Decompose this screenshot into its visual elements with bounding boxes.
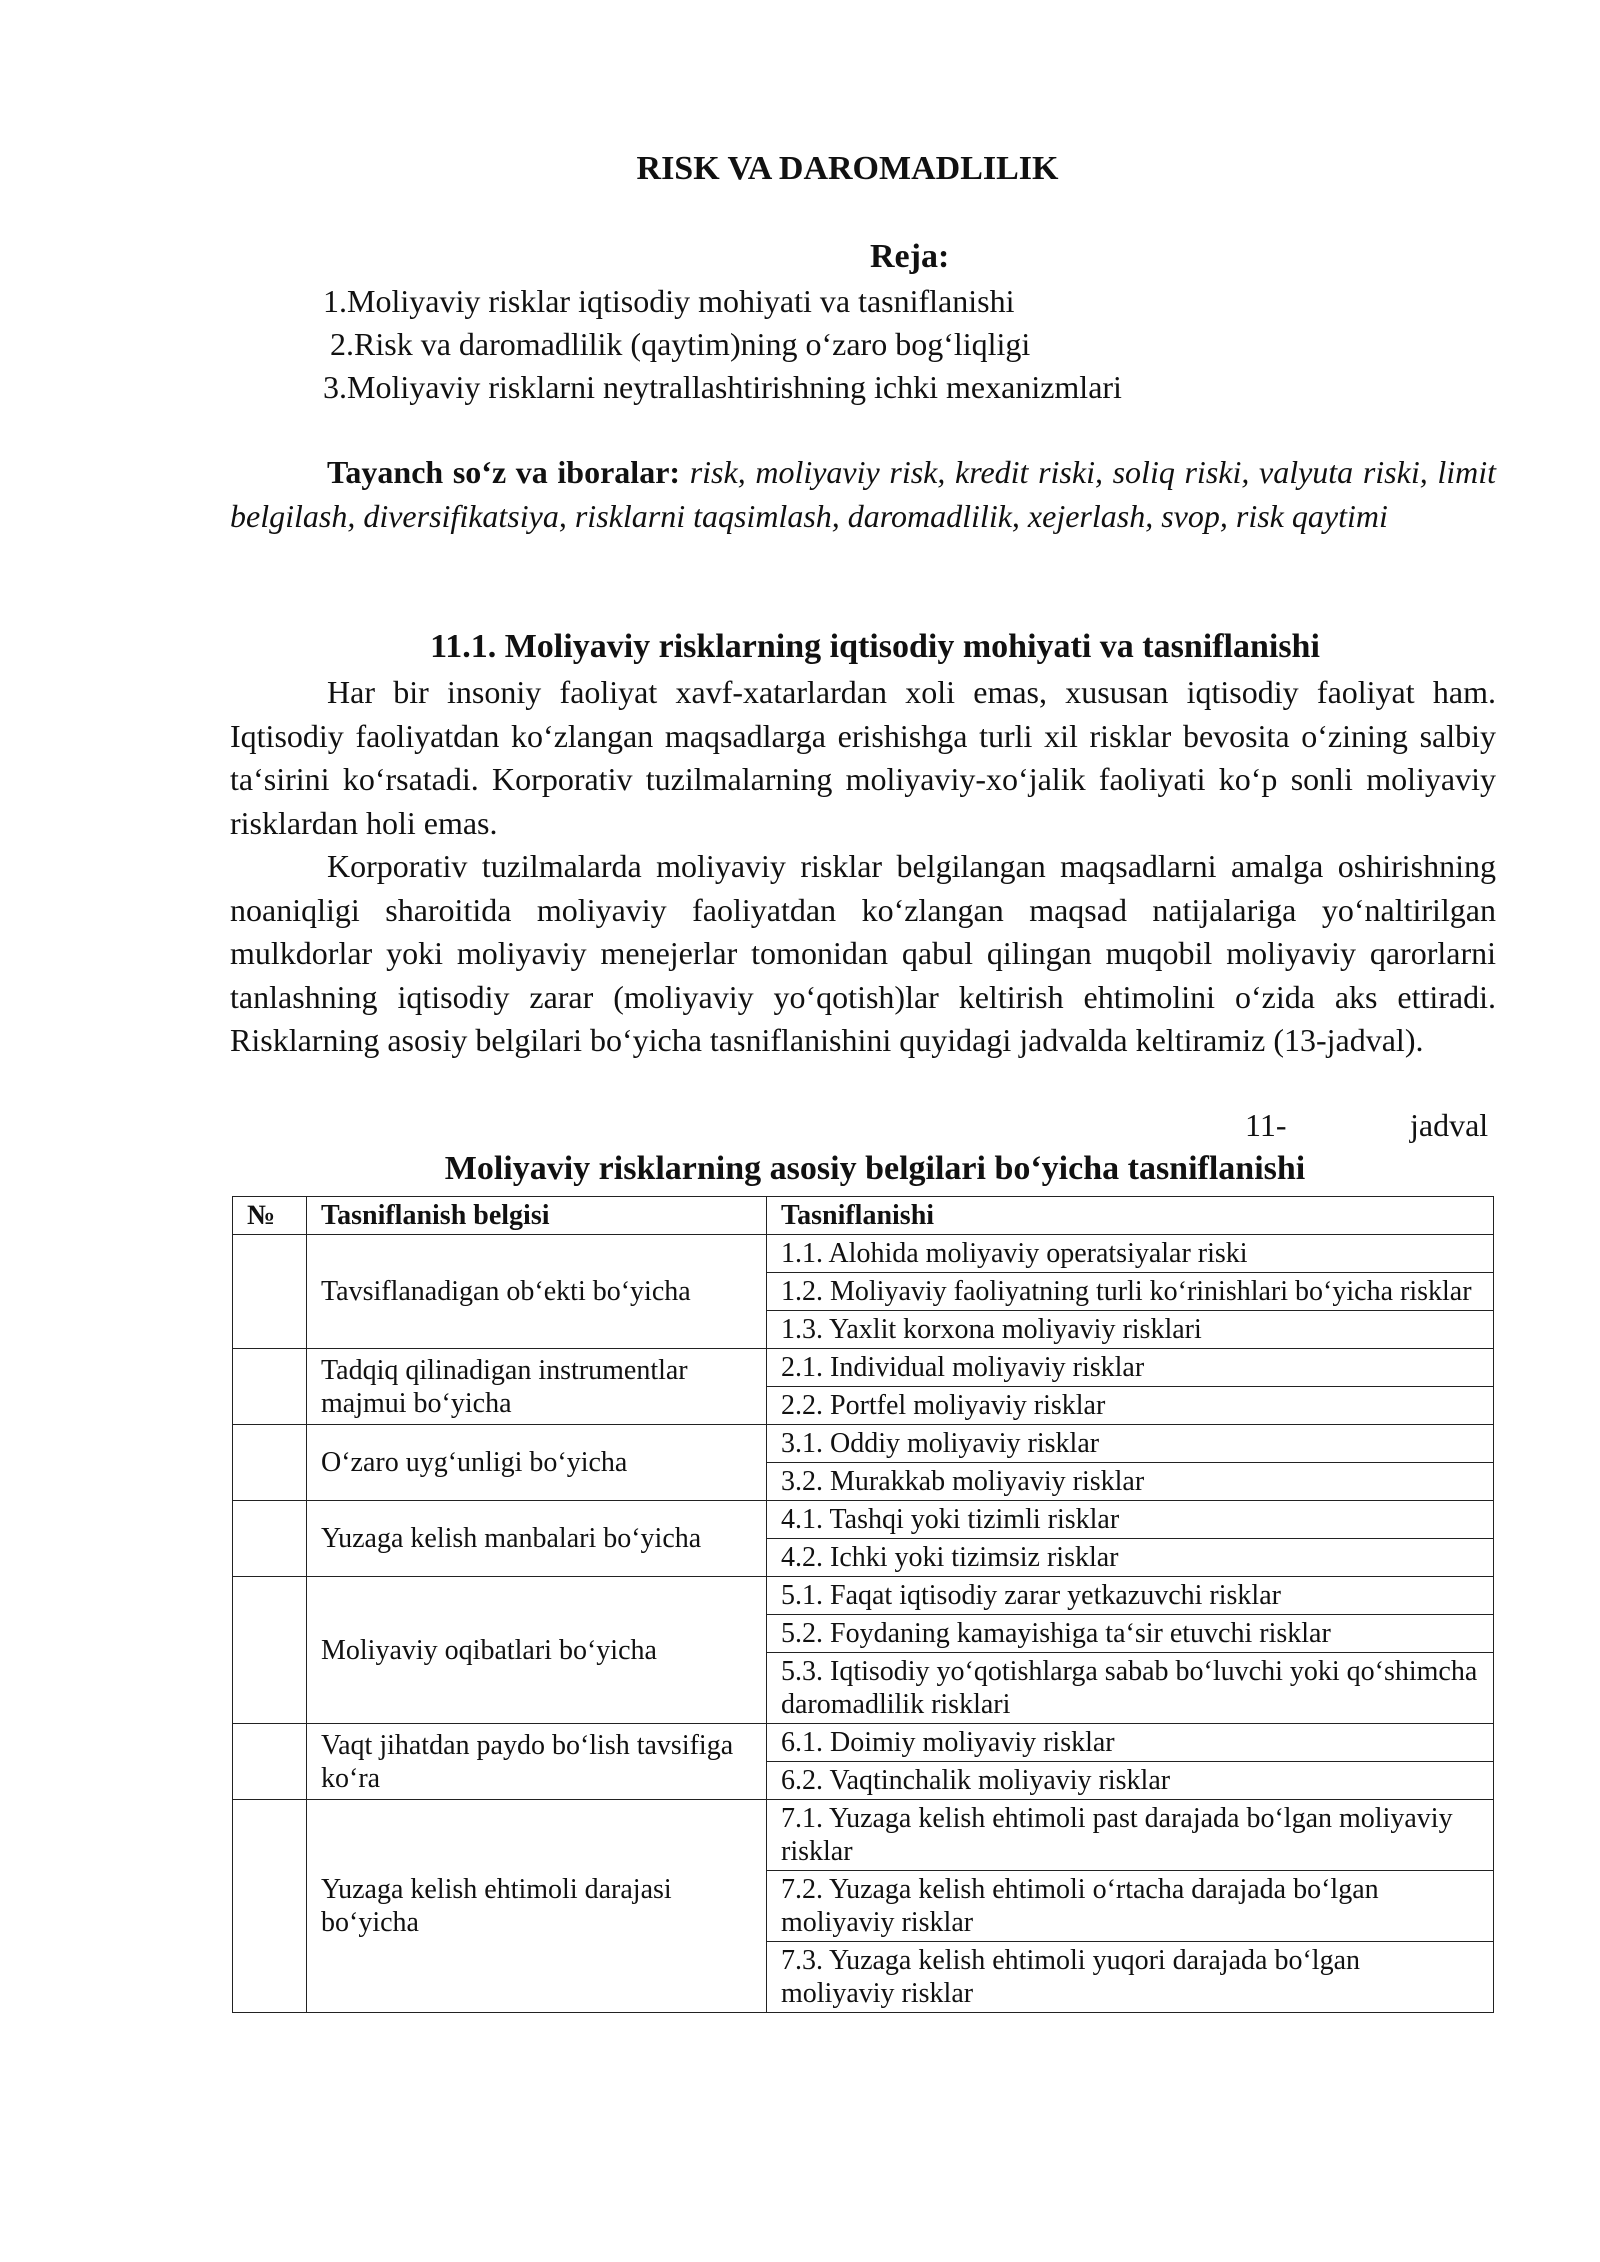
table-number: 11-: [1245, 1107, 1287, 1143]
criterion-cell: O‘zaro uyg‘unligi bo‘yicha: [307, 1425, 767, 1501]
classification-cell: 4.2. Ichki yoki tizimsiz risklar: [767, 1539, 1494, 1577]
table-row: [233, 1235, 1494, 1273]
row-number-cell: [233, 1349, 307, 1425]
row-number-cell: [233, 1501, 307, 1577]
row-number-cell: [233, 1425, 307, 1501]
classification-cell: 2.1. Individual moliyaviy risklar: [767, 1349, 1494, 1387]
plan-heading: Reja:: [870, 238, 950, 275]
table-row: [233, 1349, 1494, 1387]
table-row: [233, 1800, 1494, 1871]
classification-cell: 7.1. Yuzaga kelish ehtimoli past darajada bo‘lgan moliyaviy risklar: [767, 1800, 1494, 1871]
row-number-cell: [233, 1235, 307, 1349]
table-row: [233, 1425, 1494, 1463]
plan-item: 1.Moliyaviy risklar iqtisodiy mohiyati va tasniflanishi: [323, 283, 1015, 319]
keywords-list: risk, moliyaviy risk, kredit riski, soliq riski, valyuta riski, limit belgilash, diversifikatsiya, risklarni taqsimlash, daromadlilik, xejerlash, svop, risk qaytimi: [230, 454, 1497, 534]
document-title: RISK VA DAROMADLILIK: [636, 150, 1059, 187]
classification-cell: 5.1. Faqat iqtisodiy zarar yetkazuvchi risklar: [767, 1577, 1494, 1615]
classification-cell: 4.1. Tashqi yoki tizimli risklar: [767, 1501, 1494, 1539]
classification-cell: 7.3. Yuzaga kelish ehtimoli yuqori darajada bo‘lgan moliyaviy risklar: [767, 1942, 1494, 2013]
classification-table: [232, 1196, 1494, 2013]
classification-cell: 1.3. Yaxlit korxona moliyaviy risklari: [767, 1311, 1494, 1349]
row-number-cell: [233, 1800, 307, 2013]
criterion-cell: Yuzaga kelish ehtimoli darajasi bo‘yicha: [307, 1800, 767, 2013]
classification-cell: 6.1. Doimiy moliyaviy risklar: [767, 1724, 1494, 1762]
criterion-cell: Moliyaviy oqibatlari bo‘yicha: [307, 1577, 767, 1724]
classification-cell: 6.2. Vaqtinchalik moliyaviy risklar: [767, 1762, 1494, 1800]
classification-cell: 5.2. Foydaning kamayishiga ta‘sir etuvchi risklar: [767, 1615, 1494, 1653]
classification-cell: 3.2. Murakkab moliyaviy risklar: [767, 1463, 1494, 1501]
plan-item: 3.Moliyaviy risklarni neytrallashtirishning ichki mexanizmlari: [323, 369, 1122, 405]
classification-cell: 1.2. Moliyaviy faoliyatning turli ko‘rinishlari bo‘yicha risklar: [767, 1273, 1494, 1311]
classification-cell: 3.1. Oddiy moliyaviy risklar: [767, 1425, 1494, 1463]
section-title: 11.1. Moliyaviy risklarning iqtisodiy mohiyati va tasniflanishi: [430, 628, 1320, 665]
classification-cell: 7.2. Yuzaga kelish ehtimoli o‘rtacha darajada bo‘lgan moliyaviy risklar: [767, 1871, 1494, 1942]
row-number-cell: [233, 1724, 307, 1800]
criterion-cell: Yuzaga kelish manbalari bo‘yicha: [307, 1501, 767, 1577]
column-header: Tasniflanishi: [767, 1197, 1494, 1235]
table-row: [233, 1501, 1494, 1539]
classification-cell: 1.1. Alohida moliyaviy operatsiyalar riski: [767, 1235, 1494, 1273]
table-header-row: [233, 1197, 1494, 1235]
plan-item: 2.Risk va daromadlilik (qaytim)ning o‘zaro bog‘liqligi: [330, 326, 1031, 362]
table-row: [233, 1724, 1494, 1762]
criterion-cell: Tavsiflanadigan ob‘ekti bo‘yicha: [307, 1235, 767, 1349]
column-header: Tasniflanish belgisi: [307, 1197, 767, 1235]
body-paragraph: Korporativ tuzilmalarda moliyaviy risklar belgilangan maqsadlarni amalga oshirishning noaniqligi sharoitida moliyaviy faoliyatdan ko‘zlangan maqsad natijalariga yo‘naltirilgan mulkdorlar yoki moliyaviy menejerlar tomonidan qabul qilingan muqobil moliyaviy qarorlarni tanlashning iqtisodiy zarar (moliyaviy yo‘qotish)lar keltirish ehtimolini o‘zida aks ettiradi. Risklarning asosiy belgilari bo‘yicha tasniflanishini quyidagi jadvalda keltiramiz (13-jadval).: [230, 848, 1496, 1058]
classification-cell: 2.2. Portfel moliyaviy risklar: [767, 1387, 1494, 1425]
criterion-cell: Vaqt jihatdan paydo bo‘lish tavsifiga ko‘ra: [307, 1724, 767, 1800]
column-header: №: [233, 1197, 307, 1235]
table-row: [233, 1577, 1494, 1615]
table-title: Moliyaviy risklarning asosiy belgilari bo‘yicha tasniflanishi: [444, 1150, 1306, 1187]
classification-cell: 5.3. Iqtisodiy yo‘qotishlarga sabab bo‘luvchi yoki qo‘shimcha daromadlilik risklari: [767, 1653, 1494, 1724]
table-number-word: jadval: [1410, 1107, 1489, 1143]
criterion-cell: Tadqiq qilinadigan instrumentlar majmui bo‘yicha: [307, 1349, 767, 1425]
body-paragraph: Har bir insoniy faoliyat xavf-xatarlardan xoli emas, xususan iqtisodiy faoliyat ham. Iqtisodiy faoliyatdan ko‘zlangan maqsadlarga erishishga turli xil risklar bevosita o‘zining salbiy ta‘sirini ko‘rsatadi. Korporativ tuzilmalarning moliyaviy-xo‘jalik faoliyati ko‘p sonli moliyaviy risklardan holi emas.: [230, 674, 1496, 841]
row-number-cell: [233, 1577, 307, 1724]
keywords-paragraph: [230, 451, 1496, 538]
keywords-label: Tayanch so‘z va iboralar:: [327, 454, 681, 490]
